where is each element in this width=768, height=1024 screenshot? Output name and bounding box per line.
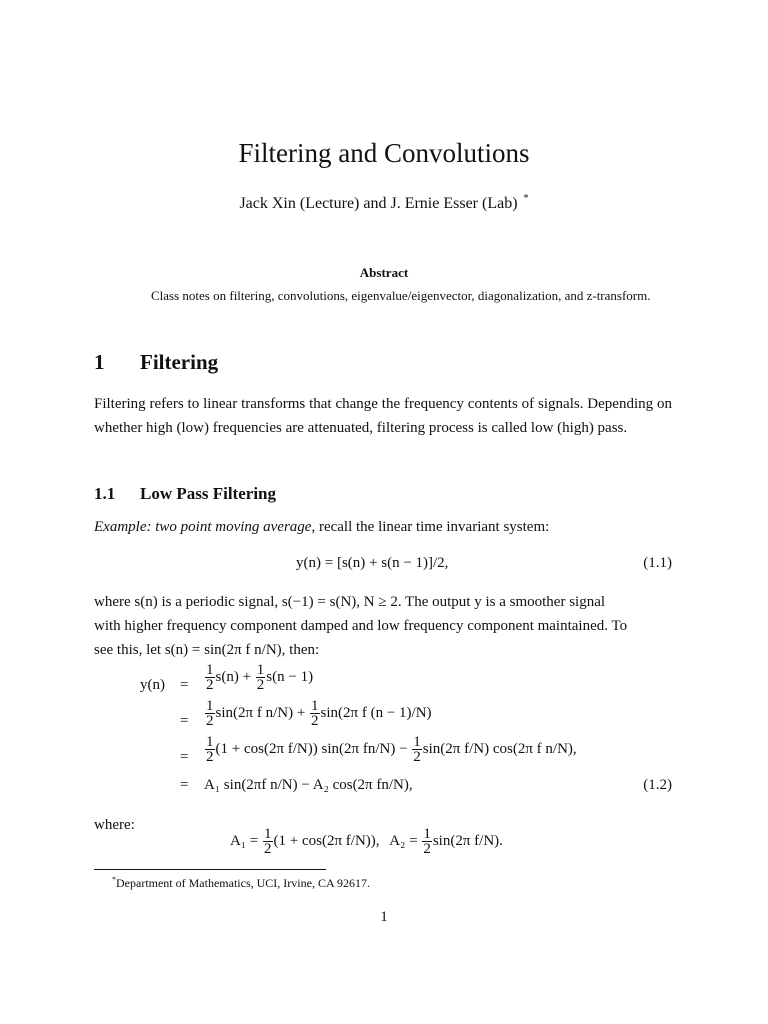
row1-term2: s(n − 1) — [266, 668, 314, 685]
fraction-numerator: 1 — [206, 698, 214, 714]
fraction-numerator: 1 — [413, 734, 421, 750]
row3-term2: sin(2π f/N) cos(2π f n/N), — [422, 740, 577, 757]
equation-number-1-1: (1.1) — [643, 555, 672, 571]
fraction — [412, 735, 422, 764]
subsection-heading — [94, 484, 276, 504]
fraction-denominator: 2 — [311, 713, 319, 729]
para2-line2: with higher frequency component damped and low frequency component maintained. To — [94, 618, 628, 634]
equation-1-1: y(n) = [s(n) + s(n − 1)]/2, — [296, 555, 449, 571]
abstract-text: Class notes on filtering, convolutions, eigenvalue/eigenvector, diagonalization, and z-transform. — [151, 288, 651, 303]
fraction — [310, 699, 320, 728]
subsection-number: 1.1 — [94, 484, 116, 503]
fraction — [205, 699, 215, 728]
fraction-denominator: 2 — [206, 677, 214, 693]
fraction-numerator: 1 — [206, 734, 214, 750]
section-heading — [94, 350, 218, 375]
a2-lhs: A₂ = — [389, 832, 418, 849]
fraction-numerator: 1 — [206, 662, 214, 678]
align-equals-3: = — [180, 749, 189, 765]
example-intro — [94, 515, 672, 539]
align-row-4: A₁ sin(2πf n/N) − A₂ cos(2π fn/N), — [204, 777, 413, 793]
equation-number-1-2: (1.2) — [643, 777, 672, 793]
subsection-title: Low Pass Filtering — [140, 484, 276, 503]
row1-term1: s(n) + — [215, 668, 252, 685]
abstract-heading: Abstract — [359, 265, 409, 280]
fraction-numerator: 1 — [264, 826, 272, 842]
fraction-numerator: 1 — [423, 826, 431, 842]
fraction — [205, 663, 215, 692]
fraction-denominator: 2 — [206, 749, 214, 765]
fraction-numerator: 1 — [256, 662, 265, 678]
row3-term1: (1 + cos(2π f/N)) sin(2π fn/N) − — [215, 740, 408, 757]
where-label: where: — [94, 817, 135, 833]
example-text: , recall the linear time invariant system: — [311, 519, 550, 535]
fraction-denominator: 2 — [264, 841, 272, 857]
authors-text: Jack Xin (Lecture) and J. Ernie Esser (Lab) — [239, 195, 518, 212]
align-row-1 — [204, 663, 313, 692]
align-equals-4: = — [180, 777, 189, 793]
fraction-denominator: 2 — [413, 749, 421, 765]
row2-term1: sin(2π f n/N) + — [215, 704, 306, 721]
coefficient-definitions — [230, 827, 503, 856]
align-equals-1: = — [180, 677, 189, 693]
fraction — [263, 827, 273, 856]
align-row-2 — [204, 699, 432, 728]
row2-term2: sin(2π f (n − 1)/N) — [320, 704, 432, 721]
para2-line3: see this, let s(n) = sin(2π f n/N), then: — [94, 642, 320, 658]
align-equals-2: = — [180, 713, 189, 729]
fraction-denominator: 2 — [206, 713, 214, 729]
fraction — [205, 735, 215, 764]
footnote-text: Department of Mathematics, UCI, Irvine, CA 92617. — [116, 876, 370, 890]
section-number: 1 — [94, 350, 105, 374]
a2-rhs: sin(2π f/N). — [432, 832, 503, 849]
fraction-denominator: 2 — [423, 841, 431, 857]
fraction — [256, 663, 266, 692]
align-row-3 — [204, 735, 577, 764]
page-number: 1 — [380, 909, 388, 925]
author-line — [0, 193, 768, 213]
align-lhs: y(n) — [140, 677, 165, 693]
a1-lhs: A₁ = — [230, 832, 259, 849]
example-label: Example: two point moving average — [94, 519, 312, 535]
author-footnote-mark: * — [523, 193, 529, 204]
footnote-mark: * — [112, 875, 116, 884]
paper-title: Filtering and Convolutions — [238, 138, 530, 168]
section-paragraph: Filtering refers to linear transforms that change the frequency contents of signals. Depending on whether high (low) frequencies are attenuated, filtering process is called low (high) pass. — [94, 396, 672, 436]
footnote — [112, 875, 370, 891]
fraction-denominator: 2 — [256, 677, 265, 693]
fraction — [422, 827, 432, 856]
para2-line1: where s(n) is a periodic signal, s(−1) = s(N), N ≥ 2. The output y is a smoother signal — [94, 594, 606, 610]
fraction-numerator: 1 — [311, 698, 319, 714]
section-title: Filtering — [140, 350, 219, 374]
a1-rhs: (1 + cos(2π f/N)), — [273, 832, 380, 849]
footnote-rule — [94, 869, 326, 870]
